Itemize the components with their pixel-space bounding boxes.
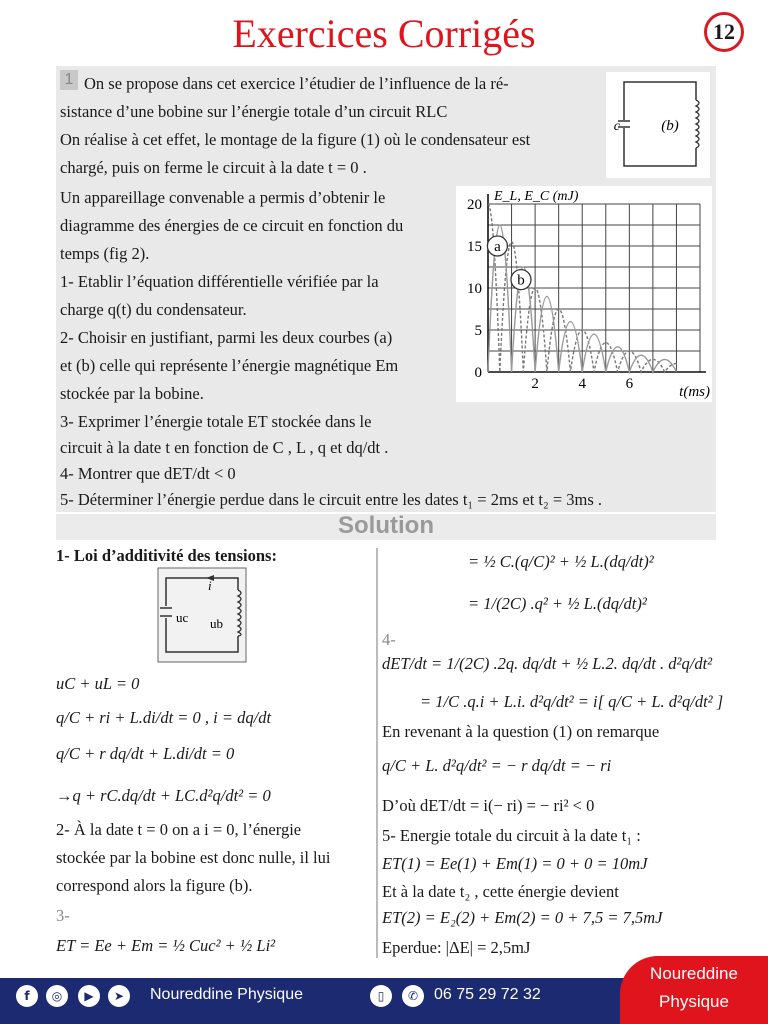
- exercise-line-13: 3- Exprimer l’énergie totale ET stockée dans le: [60, 412, 372, 431]
- solution-q1-title: 1- Loi d’additivité des tensions:: [56, 546, 277, 565]
- solution-right-text1: En revenant à la question (1) on remarque: [382, 722, 660, 741]
- y-tick-label: 10: [467, 281, 482, 297]
- current-label: i: [208, 578, 212, 593]
- x-tick-label: 2: [531, 376, 539, 392]
- solution-q2-line3: correspond alors la figure (b).: [56, 876, 253, 895]
- telegram-icon[interactable]: ➤: [108, 985, 130, 1007]
- y-tick-label: 5: [474, 323, 482, 339]
- solution-circuit: [150, 566, 254, 666]
- footer-name: Noureddine Physique: [150, 986, 303, 1003]
- brand-line-2: Physique: [659, 992, 729, 1011]
- solution-q2-line2: stockée par la bobine est donc nulle, il lui: [56, 848, 331, 867]
- solution-q5-line: 5- Energie totale du circuit à la date t₁ :: [382, 826, 641, 845]
- exercise-line-7: temps (fig 2).: [60, 244, 150, 263]
- energy-chart: [456, 186, 712, 402]
- solution-circuit-diagram: [150, 566, 254, 666]
- solution-right-eq4: = 1/C .q.i + L.i. d²q/dt² = i[ q/C + L. d²q/dt² ]: [420, 692, 724, 711]
- solution-left-eq2: q/C + ri + L.di/dt = 0 , i = dq/dt: [56, 708, 272, 727]
- exercise-line-6: diagramme des énergies de ce circuit en fonction du: [60, 216, 404, 235]
- solution-right-eq7: ET(1) = Ee(1) + Em(1) = 0 + 0 = 10mJ: [382, 854, 648, 873]
- exercise-line-4: chargé, puis on ferme le circuit à la date t = 0 .: [60, 158, 367, 177]
- exercise-line-12: stockée par la bobine.: [60, 384, 204, 403]
- y-axis-label: E_L, E_C (mJ): [494, 189, 579, 204]
- page-number-badge: 12: [704, 12, 744, 52]
- y-tick-label: 0: [474, 365, 482, 381]
- youtube-icon[interactable]: ▶: [78, 985, 100, 1007]
- solution-right-eq3: dET/dt = 1/(2C) .2q. dq/dt + ½ L.2. dq/dt . d²q/dt²: [382, 654, 713, 673]
- brand-logo-text: [620, 960, 768, 1016]
- curve-label-b: b: [517, 272, 525, 289]
- exercise-line-14: circuit à la date t en fonction de C , L , q et dq/dt .: [60, 438, 389, 457]
- y-tick-label: 20: [467, 197, 482, 213]
- solution-right-eq6: D’où dET/dt = i(− ri) = − ri² < 0: [382, 796, 595, 815]
- ub-label: ub: [210, 616, 223, 631]
- solution-q4-number: 4-: [382, 630, 396, 649]
- solution-q3-number: 3-: [56, 906, 70, 925]
- solution-heading: Solution: [338, 512, 434, 539]
- instagram-icon[interactable]: ◎: [46, 985, 68, 1007]
- footer-phone[interactable]: 06 75 29 72 32: [434, 986, 541, 1003]
- exercise-line-9: charge q(t) du condensateur.: [60, 300, 247, 319]
- solution-left-eq3: q/C + r dq/dt + L.di/dt = 0: [56, 744, 235, 763]
- whatsapp-icon[interactable]: ✆: [402, 985, 424, 1007]
- curve-label-a: a: [494, 239, 501, 255]
- x-tick-label: 6: [625, 376, 634, 392]
- column-divider: [376, 548, 378, 958]
- page-title: Exercices Corrigés: [232, 11, 536, 56]
- solution-q2-line1: 2- À la date t = 0 on a i = 0, l’énergie: [56, 820, 302, 839]
- capacitor-label: c: [613, 119, 620, 134]
- coil-label: (b): [661, 118, 679, 134]
- solution-left-eq1: uC + uL = 0: [56, 674, 140, 693]
- exercise-line-5: Un appareillage convenable a permis d’obtenir le: [60, 188, 386, 207]
- exercise-line-3: On réalise à cet effet, le montage de la figure (1) où le condensateur est: [60, 130, 531, 149]
- exercise-line-10: 2- Choisir en justifiant, parmi les deux courbes (a): [60, 328, 393, 347]
- exercise-line-16: 5- Déterminer l’énergie perdue dans le circuit entre les dates t₁ = 2ms et t₂ = 3ms .: [60, 490, 603, 509]
- solution-right-eq8: ET(2) = E₂(2) + Em(2) = 0 + 7,5 = 7,5mJ: [382, 908, 663, 927]
- solution-right-eq9: Eperdue: |ΔE| = 2,5mJ: [382, 938, 531, 957]
- exercise-line-2: sistance d’une bobine sur l’énergie totale d’un circuit RLC: [60, 102, 448, 121]
- uc-label: uc: [176, 610, 189, 625]
- exercise-number: 1: [60, 70, 78, 90]
- x-axis-label: t(ms): [679, 384, 710, 400]
- brand-line-1: Noureddine: [650, 964, 738, 983]
- solution-right-eq1: = ½ C.(q/C)² + ½ L.(dq/dt)²: [468, 552, 654, 571]
- y-tick-label: 15: [467, 239, 482, 255]
- facebook-icon[interactable]: f: [16, 985, 38, 1007]
- rlc-circuit-diagram: [606, 72, 710, 178]
- solution-left-eq5: ET = Ee + Em = ½ Cuc² + ½ Li²: [56, 936, 276, 955]
- solution-right-eq5: q/C + L. d²q/dt² = − r dq/dt = − ri: [382, 756, 612, 775]
- energy-chart-svg: [456, 186, 712, 402]
- solution-right-text2: Et à la date t₂ , cette énergie devient: [382, 882, 619, 901]
- exercise-line-8: 1- Etablir l’équation différentielle vérifiée par la: [60, 272, 379, 291]
- exercise-line-15: 4- Montrer que dET/dt < 0: [60, 464, 236, 483]
- circuit-figure-1: [606, 72, 710, 178]
- solution-right-eq2: = 1/(2C) .q² + ½ L.(dq/dt)²: [468, 594, 647, 613]
- exercise-line-1: On se propose dans cet exercice l’étudier de l’influence de la ré-: [84, 74, 509, 93]
- solution-left-eq4: →q + rC.dq/dt + LC.d²q/dt² = 0: [56, 786, 271, 805]
- phone-icon[interactable]: ▯: [370, 985, 392, 1007]
- x-tick-label: 4: [578, 376, 586, 392]
- exercise-line-11: et (b) celle qui représente l’énergie magnétique Em: [60, 356, 399, 375]
